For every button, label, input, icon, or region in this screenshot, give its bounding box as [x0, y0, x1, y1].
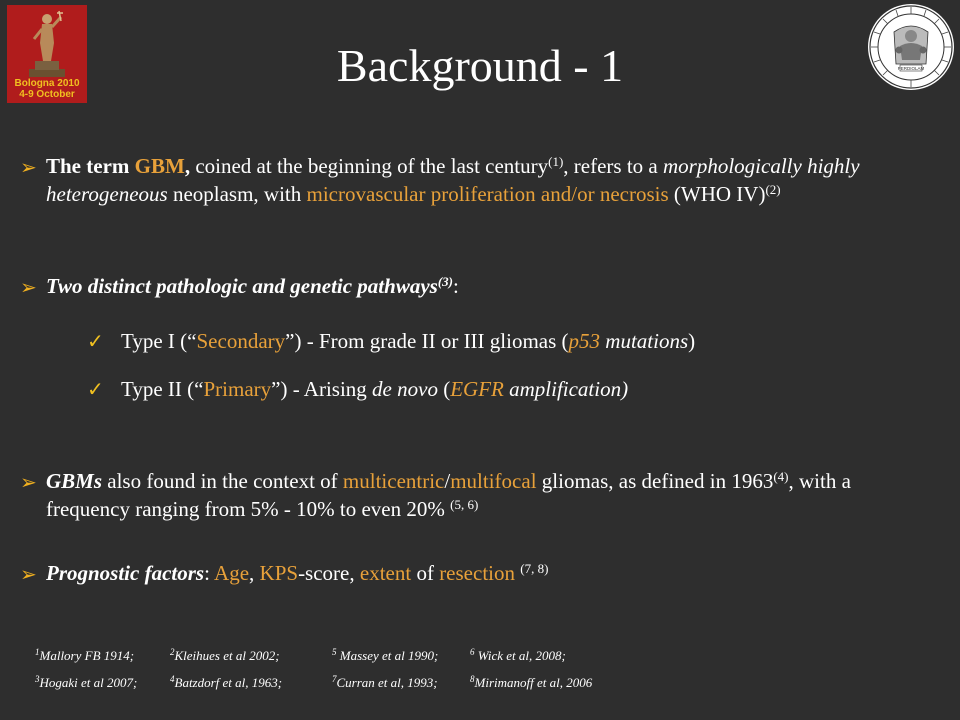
- text-run: also found in the context of: [102, 469, 343, 493]
- reference-item: [470, 674, 592, 692]
- checkmark-icon: ✓: [87, 331, 104, 353]
- reference-item: [170, 647, 280, 665]
- reference-text: Curran et al, 1993;: [336, 675, 438, 690]
- text-run: gliomas, as defined in 1963: [536, 469, 774, 493]
- text-run: EGFR: [450, 377, 504, 401]
- reference-text: Massey et al 1990;: [336, 648, 439, 663]
- text-run: neoplasm, with: [167, 182, 307, 206]
- text-run: extent: [359, 561, 412, 585]
- text-run: KPS: [259, 561, 299, 585]
- citation-superscript: (5, 6): [450, 497, 479, 512]
- citation-superscript: (4): [773, 469, 789, 484]
- text-run: ”) - From grade II or III gliomas (: [285, 329, 569, 353]
- reference-text: Wick et al, 2008;: [474, 648, 566, 663]
- text-run: mutations: [600, 329, 689, 353]
- arrow-bullet-icon: ➢: [20, 564, 37, 586]
- text-run: morphologically highly heterogeneous: [46, 154, 860, 206]
- text-run: Type I (“: [121, 329, 197, 353]
- arrow-bullet-icon: ➢: [20, 157, 37, 179]
- reference-text: Kleihues et al 2002;: [174, 648, 280, 663]
- citation-superscript: (2): [765, 182, 781, 197]
- text-run: Primary: [203, 377, 272, 401]
- text-run: The term: [46, 154, 135, 178]
- text-run: :: [204, 561, 215, 585]
- text-run: -score,: [298, 561, 360, 585]
- text-run: ,: [184, 154, 191, 178]
- citation-superscript: (3): [437, 274, 453, 289]
- text-run: , refers to a: [563, 154, 663, 178]
- logo-event-text: Bologna 2010: [14, 78, 80, 89]
- text-run: Two distinct pathologic and genetic pathways: [46, 274, 438, 298]
- bullet-prognostic-factors: [46, 559, 926, 587]
- citation-superscript: (7, 8): [520, 561, 549, 576]
- text-run: multifocal: [450, 469, 537, 493]
- arrow-bullet-icon: ➢: [20, 277, 37, 299]
- text-run: GBM: [134, 154, 185, 178]
- checkmark-icon: ✓: [87, 379, 104, 401]
- citation-superscript: (1): [548, 154, 564, 169]
- reference-number: 8: [470, 674, 475, 684]
- reference-number: 3: [35, 674, 40, 684]
- text-run: ): [688, 329, 696, 353]
- text-run: Secondary: [196, 329, 286, 353]
- reference-number: 7: [332, 674, 337, 684]
- text-run: resection: [439, 561, 515, 585]
- reference-number: 1: [35, 647, 40, 657]
- reference-item: [470, 647, 566, 665]
- text-run: ”) - Arising: [271, 377, 373, 401]
- text-run: :: [453, 274, 459, 298]
- arrow-bullet-icon: ➢: [20, 472, 37, 494]
- reference-item: [332, 647, 438, 665]
- seal-text: PERDIOLAM: [897, 66, 925, 71]
- text-run: (: [437, 377, 451, 401]
- reference-text: Batzdorf et al, 1963;: [174, 675, 283, 690]
- reference-item: [35, 647, 134, 665]
- text-run: coined at the beginning of the last century: [190, 154, 549, 178]
- text-run: of: [411, 561, 440, 585]
- reference-number: 6: [470, 647, 475, 657]
- text-run: amplification): [503, 377, 629, 401]
- sub-bullet-type-1: [121, 327, 921, 355]
- text-run: multicentric: [342, 469, 445, 493]
- slide-title: Background - 1: [336, 40, 624, 91]
- reference-text: Hogaki et al 2007;: [39, 675, 138, 690]
- reference-number: 5: [332, 647, 337, 657]
- sub-bullet-type-2: [121, 375, 921, 403]
- text-run: (WHO IV): [668, 182, 766, 206]
- bullet-multicentric: [46, 467, 926, 523]
- text-run: ,: [249, 561, 260, 585]
- bullet-pathways: [46, 272, 926, 300]
- bullet-gbm-definition: [46, 152, 936, 208]
- reference-text: Mirimanoff et al, 2006: [474, 675, 593, 690]
- text-run: de novo: [372, 377, 438, 401]
- text-run: Prognostic factors: [46, 561, 205, 585]
- reference-number: 4: [170, 674, 175, 684]
- logo-dates-text: 4-9 October: [19, 89, 75, 100]
- reference-item: [332, 674, 438, 692]
- text-run: Age: [214, 561, 250, 585]
- text-run: p53: [568, 329, 601, 353]
- text-run: /: [444, 469, 451, 493]
- reference-number: 2: [170, 647, 175, 657]
- reference-item: [35, 674, 137, 692]
- text-run: GBMs: [46, 469, 103, 493]
- text-run: Type II (“: [121, 377, 204, 401]
- reference-item: [170, 674, 282, 692]
- reference-text: Mallory FB 1914;: [39, 648, 135, 663]
- text-run: microvascular proliferation and/or necrosis: [306, 182, 669, 206]
- text-run: , with a frequency ranging from 5% - 10% to even 20%: [46, 469, 851, 521]
